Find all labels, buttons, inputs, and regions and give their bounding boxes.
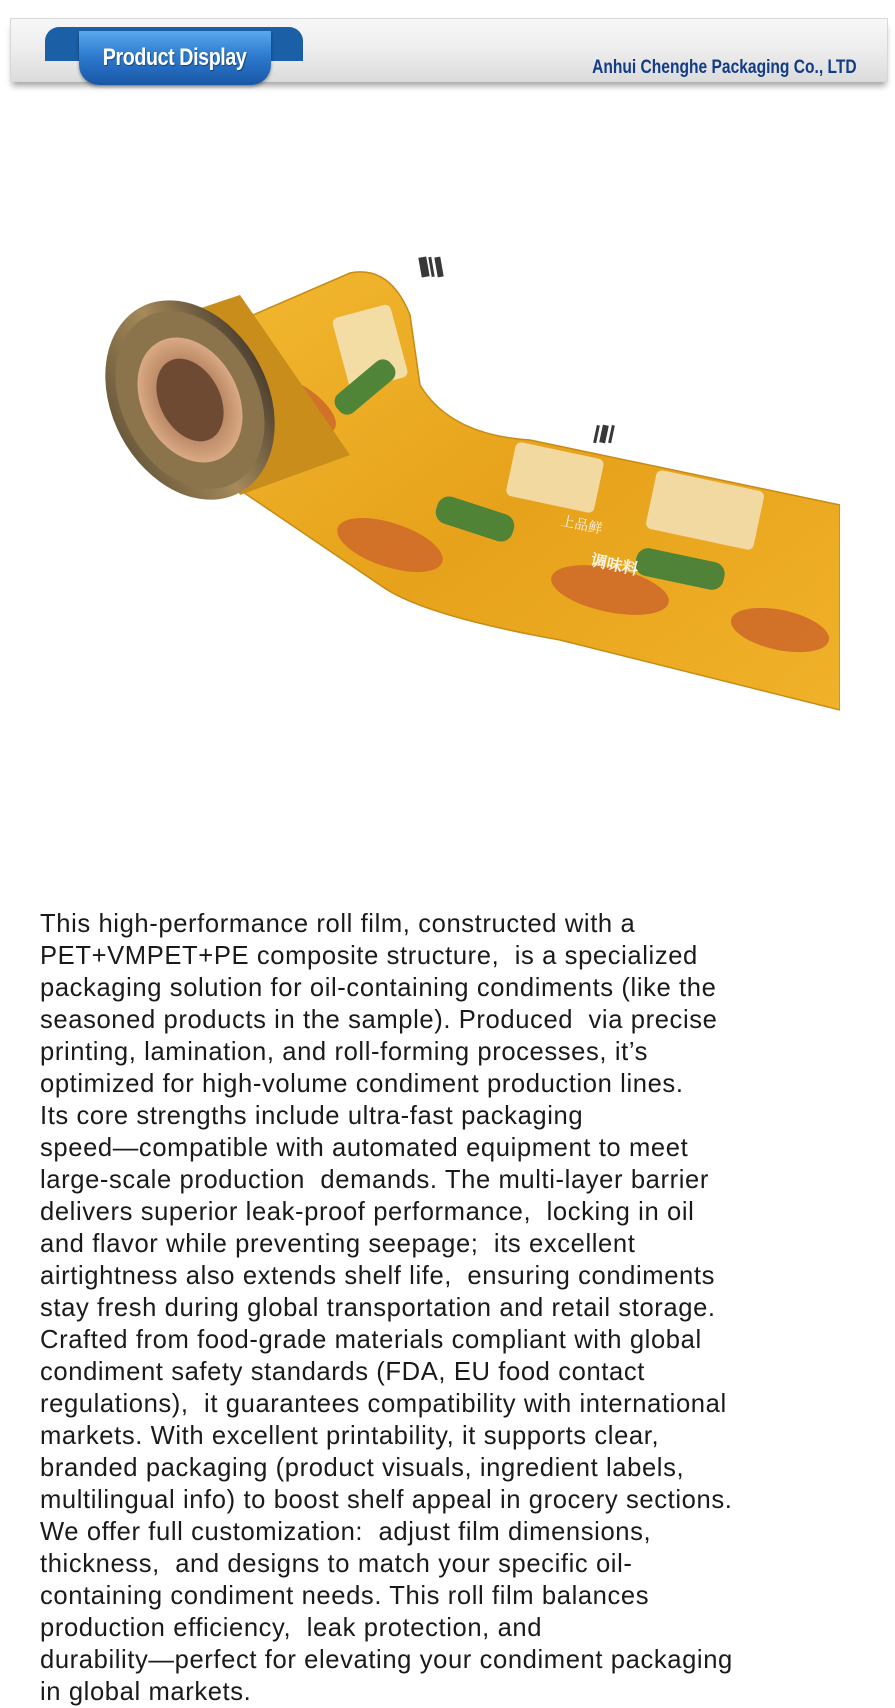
film-strip bbox=[230, 256, 840, 710]
film-label-text: 上品鲜 bbox=[559, 513, 604, 538]
header-bar bbox=[10, 18, 888, 82]
description-line: thickness, and designs to match your specific oil- bbox=[40, 1550, 633, 1578]
description-line: printing, lamination, and roll-forming processes, it’s bbox=[40, 1038, 649, 1066]
description-line: containing condiment needs. This roll film balances bbox=[40, 1582, 650, 1610]
description-line: durability—perfect for elevating your condiment packaging bbox=[40, 1646, 733, 1674]
description-line: in global markets. bbox=[40, 1678, 252, 1706]
description-line: PET+VMPET+PE composite structure, is a specialized bbox=[40, 942, 698, 970]
description-line: Its core strengths include ultra-fast packaging bbox=[40, 1102, 584, 1130]
product-image bbox=[90, 255, 840, 735]
description-line: stay fresh during global transportation and retail storage. bbox=[40, 1294, 716, 1322]
company-name: Anhui Chenghe Packaging Co., LTD bbox=[592, 57, 857, 78]
description-line: condiment safety standards (FDA, EU food contact bbox=[40, 1358, 645, 1386]
description-line: markets. With excellent printability, it supports clear, bbox=[40, 1422, 660, 1450]
description-line: branded packaging (product visuals, ingredient labels, bbox=[40, 1454, 685, 1482]
description-line: and flavor while preventing seepage; its excellent bbox=[40, 1230, 636, 1258]
description-line: We offer full customization: adjust film dimensions, bbox=[40, 1518, 652, 1546]
description-line: seasoned products in the sample). Produced via precise bbox=[40, 1006, 718, 1034]
description-line: production efficiency, leak protection, and bbox=[40, 1614, 543, 1642]
product-display-tab bbox=[79, 31, 271, 85]
description-line: This high-performance roll film, constructed with a bbox=[40, 910, 636, 938]
description-line: multilingual info) to boost shelf appeal in grocery sections. bbox=[40, 1486, 733, 1514]
product-description bbox=[40, 908, 880, 1708]
description-line: large-scale production demands. The multi-layer barrier bbox=[40, 1166, 709, 1194]
description-line: optimized for high-volume condiment production lines. bbox=[40, 1070, 684, 1098]
tab-title: Product Display bbox=[103, 44, 247, 71]
film-label-text-2: 调味料 bbox=[589, 550, 641, 579]
description-line: speed—compatible with automated equipment to meet bbox=[40, 1134, 689, 1162]
description-line: regulations), it guarantees compatibility with international bbox=[40, 1390, 727, 1418]
description-line: delivers superior leak-proof performance, locking in oil bbox=[40, 1198, 695, 1226]
description-line: packaging solution for oil-containing condiments (like the bbox=[40, 974, 717, 1002]
description-line: airtightness also extends shelf life, ensuring condiments bbox=[40, 1262, 715, 1290]
description-line: Crafted from food-grade materials compliant with global bbox=[40, 1326, 702, 1354]
